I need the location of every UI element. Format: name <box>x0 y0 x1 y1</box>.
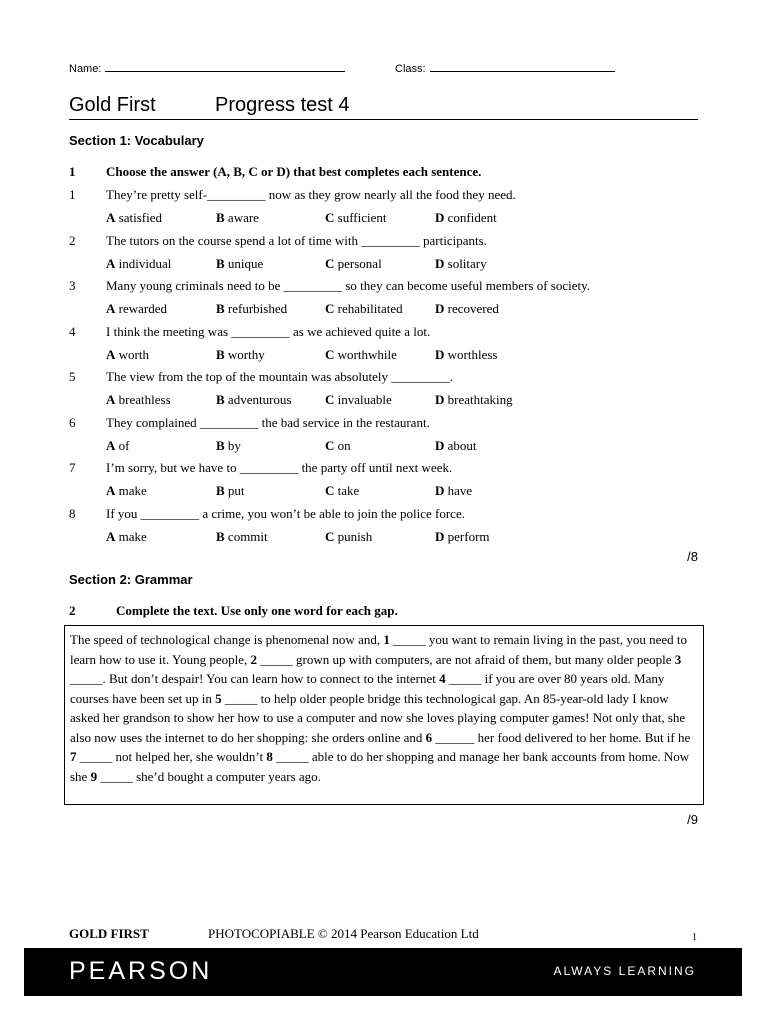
class-label: Class: <box>395 63 426 75</box>
option-letter: A <box>106 255 116 271</box>
answer-option <box>216 392 291 408</box>
option-letter: B <box>216 210 225 225</box>
question-text: The tutors on the course spend a lot of time with _________ participants. <box>106 232 487 248</box>
option-text: take <box>337 483 360 498</box>
answer-option <box>435 392 513 408</box>
option-text: on <box>337 437 351 453</box>
option-text: unique <box>227 255 264 271</box>
answer-option <box>435 529 490 545</box>
option-text: rewarded <box>118 301 167 316</box>
option-text: solitary <box>447 255 487 271</box>
question-number: 8 <box>69 505 76 521</box>
answer-option <box>325 256 382 272</box>
answer-option <box>106 392 171 408</box>
answer-option <box>106 529 147 545</box>
passage-text: _____ not helped her, she wouldn’t <box>76 749 267 764</box>
option-letter: B <box>216 437 225 453</box>
section1-heading: Section 1: Vocabulary <box>69 133 204 148</box>
question-text: They complained _________ the bad service in the restaurant. <box>106 414 430 430</box>
question-row <box>0 415 768 433</box>
test-title: Progress test 4 <box>215 94 350 116</box>
answer-option <box>106 256 171 272</box>
option-text: personal <box>337 255 382 271</box>
passage-text: _____ she’d bought a computer years ago. <box>97 768 321 784</box>
question-number: 7 <box>69 460 76 475</box>
gap-number: 1 <box>383 632 390 647</box>
question-number: 1 <box>69 187 76 202</box>
section2-score: /9 <box>687 812 698 827</box>
answer-option <box>325 347 397 363</box>
option-text: of <box>118 437 130 453</box>
option-letter: D <box>435 301 445 316</box>
pearson-logo: PEARSON <box>69 957 213 985</box>
answer-option <box>106 483 147 499</box>
option-letter: C <box>325 346 335 362</box>
answer-option <box>435 210 497 226</box>
name-blank <box>105 61 345 72</box>
answer-option <box>325 483 359 499</box>
task1-number: 1 <box>69 164 76 179</box>
option-letter: D <box>435 392 445 407</box>
option-letter: D <box>435 528 445 544</box>
option-text: satisfied <box>118 210 162 225</box>
option-letter: D <box>435 346 445 362</box>
question-row <box>0 460 768 478</box>
option-text: worthwhile <box>337 346 397 362</box>
option-text: punish <box>337 528 373 544</box>
gap-number: 3 <box>674 651 682 667</box>
gap-number: 5 <box>215 690 222 706</box>
passage-text: ______ her food delivered to her home. But if he <box>432 729 691 745</box>
option-text: worthless <box>447 346 498 362</box>
option-letter: D <box>435 255 445 271</box>
option-letter: C <box>325 210 335 225</box>
page-number: 1 <box>692 932 697 943</box>
answer-option <box>325 301 403 317</box>
question-row <box>0 278 768 296</box>
option-text: rehabilitated <box>337 301 403 316</box>
question-number: 4 <box>69 323 76 339</box>
task2-number: 2 <box>69 603 76 618</box>
question-row <box>0 233 768 251</box>
option-letter: C <box>325 255 335 271</box>
question-number: 2 <box>69 232 76 248</box>
question-number: 6 <box>69 414 76 430</box>
option-letter: B <box>216 346 225 362</box>
answer-option <box>435 483 472 499</box>
question-row <box>0 324 768 342</box>
passage-text: _____ able to do her shopping and manage her bank accounts from home. Now she <box>70 749 690 784</box>
option-letter: D <box>435 210 445 225</box>
answer-option <box>216 301 287 317</box>
answer-option <box>325 438 351 454</box>
question-row <box>0 369 768 387</box>
option-letter: B <box>216 301 225 316</box>
option-text: about <box>447 437 477 453</box>
gap-number: 2 <box>250 651 258 667</box>
gap-number: 8 <box>266 749 273 764</box>
option-text: individual <box>118 255 172 271</box>
option-letter: D <box>435 437 445 453</box>
option-letter: A <box>106 301 116 316</box>
answer-option <box>106 301 167 317</box>
option-letter: A <box>106 392 116 407</box>
answer-option <box>106 210 162 226</box>
option-text: breathless <box>118 392 171 407</box>
answer-option <box>216 347 265 363</box>
answer-option <box>325 392 392 408</box>
passage-text: _____ if you are over 80 years old. Many courses have been set up in <box>70 671 665 706</box>
option-letter: D <box>435 483 445 498</box>
option-letter: C <box>325 301 335 316</box>
course-title: Gold First <box>69 94 156 116</box>
question-row <box>0 187 768 205</box>
question-number: 5 <box>69 369 76 384</box>
answer-option <box>216 529 268 545</box>
answer-option <box>435 347 497 363</box>
question-text: They’re pretty self-_________ now as they grow nearly all the food they need. <box>106 187 516 202</box>
answer-option <box>216 210 259 226</box>
answer-option <box>216 256 263 272</box>
option-letter: A <box>106 437 116 453</box>
option-letter: C <box>325 483 335 498</box>
question-text: I’m sorry, but we have to _________ the party off until next week. <box>106 460 453 475</box>
option-letter: A <box>106 528 116 544</box>
question-text: I think the meeting was _________ as we achieved quite a lot. <box>106 323 431 339</box>
option-letter: C <box>325 392 335 407</box>
answer-option <box>106 347 149 363</box>
option-letter: C <box>325 528 335 544</box>
name-label: Name: <box>69 63 102 75</box>
option-letter: A <box>106 210 116 225</box>
answer-option <box>325 529 372 545</box>
option-text: worth <box>118 346 149 362</box>
question-text: The view from the top of the mountain was absolutely _________. <box>106 369 453 384</box>
option-text: breathtaking <box>447 392 513 407</box>
option-text: aware <box>227 210 259 225</box>
section2-heading: Section 2: Grammar <box>69 572 193 587</box>
option-letter: B <box>216 483 225 498</box>
question-text: Many young criminals need to be _________ so they can become useful members of society. <box>106 278 591 293</box>
option-text: worthy <box>227 346 265 362</box>
question-row <box>0 506 768 524</box>
option-text: recovered <box>447 301 499 316</box>
option-text: adventurous <box>227 392 292 407</box>
answer-option <box>435 438 477 454</box>
option-text: by <box>227 437 241 453</box>
gap-number: 4 <box>439 671 446 686</box>
option-text: commit <box>227 528 268 544</box>
option-text: confident <box>447 210 497 225</box>
task2-instruction: Complete the text. Use only one word for each gap. <box>116 603 398 618</box>
option-letter: B <box>216 528 225 544</box>
class-blank <box>430 61 615 72</box>
question-text: If you _________ a crime, you won’t be able to join the police force. <box>106 505 465 521</box>
name-field <box>69 61 345 75</box>
option-text: have <box>447 483 473 498</box>
answer-option <box>216 438 241 454</box>
option-text: make <box>118 528 147 544</box>
option-text: put <box>227 483 245 498</box>
passage-text: _____ to help older people bridge this technological gap. An 85-year-old lady I know asked her grandson to show her how to use a computer and now she loves playing computer games! Not only that, she also now uses the internet to do her shopping: she orders online and <box>70 690 686 745</box>
gap-fill-passage <box>64 625 704 805</box>
option-letter: A <box>106 483 116 498</box>
answer-option <box>435 301 499 317</box>
footer-course: GOLD FIRST <box>69 926 149 941</box>
answer-option <box>325 210 387 226</box>
answer-option <box>216 483 245 499</box>
section1-score: /8 <box>687 549 698 564</box>
option-text: make <box>118 483 147 498</box>
gap-number: 6 <box>425 729 433 745</box>
task1-instruction: Choose the answer (A, B, C or D) that best completes each sentence. <box>106 164 482 179</box>
gap-number: 9 <box>90 768 98 784</box>
option-letter: A <box>106 346 116 362</box>
option-letter: B <box>216 255 225 271</box>
option-text: sufficient <box>337 210 387 225</box>
option-text: refurbished <box>227 301 288 316</box>
option-letter: C <box>325 437 335 453</box>
passage-text: The speed of technological change is phenomenal now and, <box>70 632 384 647</box>
gap-number: 7 <box>70 749 77 764</box>
answer-option <box>106 438 129 454</box>
answer-option <box>435 256 487 272</box>
passage-text: _____ grown up with computers, are not afraid of them, but many older people <box>257 651 675 667</box>
brand-bar <box>24 948 742 996</box>
class-field <box>395 61 615 75</box>
question-number: 3 <box>69 278 76 293</box>
passage-text: _____. But don’t despair! You can learn how to connect to the internet <box>70 671 440 686</box>
title-row <box>69 94 698 120</box>
footer-copyright: PHOTOCOPIABLE © 2014 Pearson Education Ltd <box>208 926 479 941</box>
passage-text: _____ you want to remain living in the past, you need to learn how to use it. Young people, <box>70 632 687 667</box>
option-text: perform <box>447 528 490 544</box>
option-text: invaluable <box>337 392 392 407</box>
option-letter: B <box>216 392 225 407</box>
tagline: ALWAYS LEARNING <box>553 964 696 978</box>
